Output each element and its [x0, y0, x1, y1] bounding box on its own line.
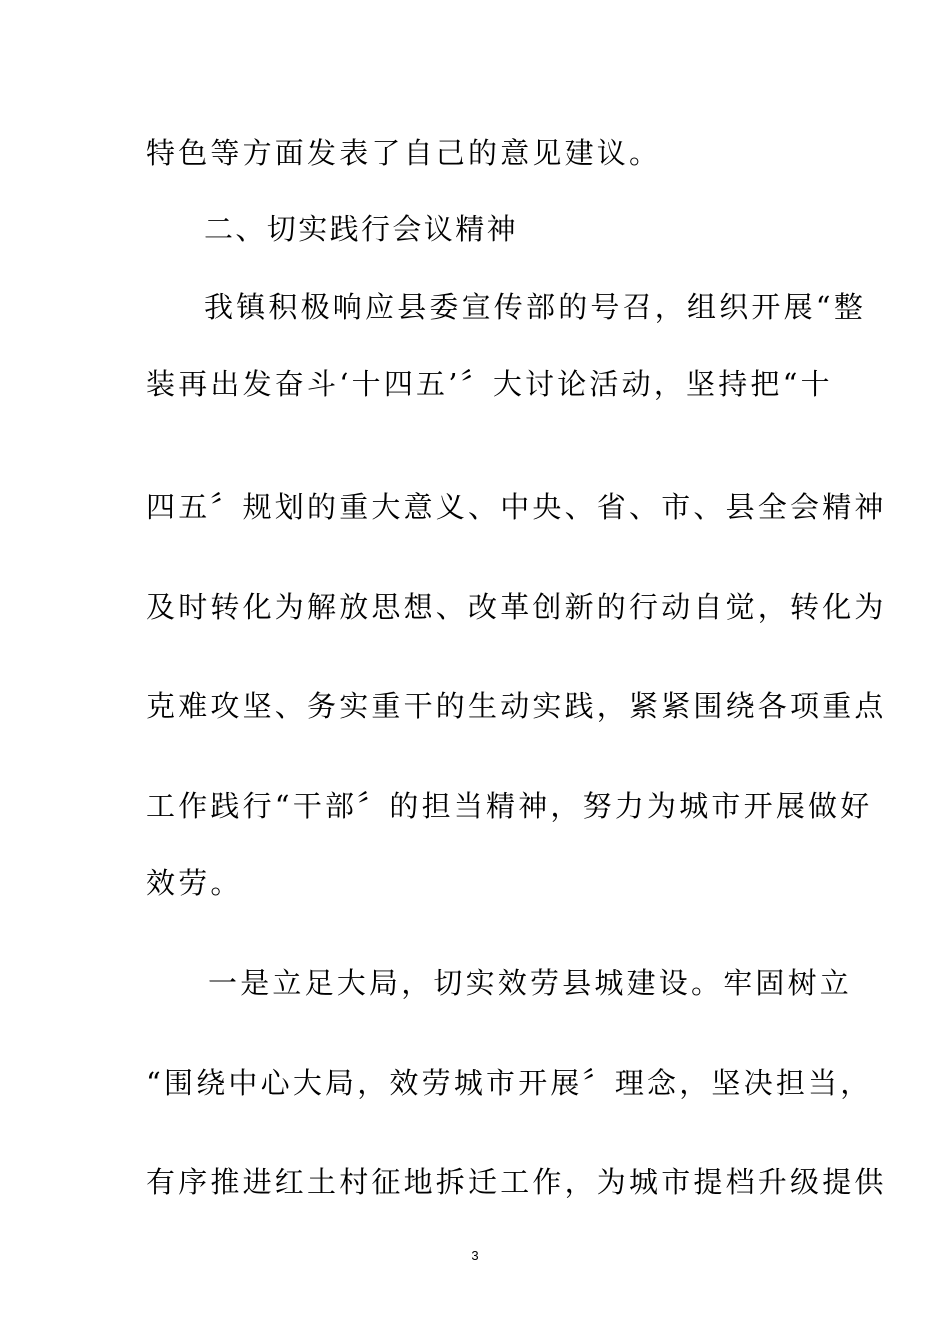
text-line-12: 有序推进红土村征地拆迁工作，为城市提档升级提供 — [146, 1165, 887, 1199]
text-line-7: 克难攻坚、务实重干的生动实践，紧紧围绕各项重点 — [146, 689, 887, 723]
text-line-11: “围绕中心大局，效劳城市开展〞理念，坚决担当， — [146, 1066, 873, 1100]
page-number: 3 — [471, 1248, 479, 1263]
section-heading: 二、切实践行会议精神 — [204, 212, 519, 246]
text-line-4: 装再出发奋斗‘十四五’〞大讨论活动，坚持把“十 — [146, 367, 833, 401]
text-line-9: 效劳。 — [146, 866, 243, 900]
text-line-10: 一是立足大局，切实效劳县城建设。牢固树立 — [208, 966, 853, 1000]
text-line-3: 我镇积极响应县委宣传部的号召，组织开展“整 — [204, 290, 867, 324]
text-line-5: 四五〞规划的重大意义、中央、省、市、县全会精神 — [146, 490, 887, 524]
text-line-1: 特色等方面发表了自己的意见建议。 — [146, 136, 662, 170]
text-line-8: 工作践行“干部〞的担当精神，努力为城市开展做好 — [146, 789, 873, 823]
text-line-6: 及时转化为解放思想、改革创新的行动自觉，转化为 — [146, 590, 887, 624]
